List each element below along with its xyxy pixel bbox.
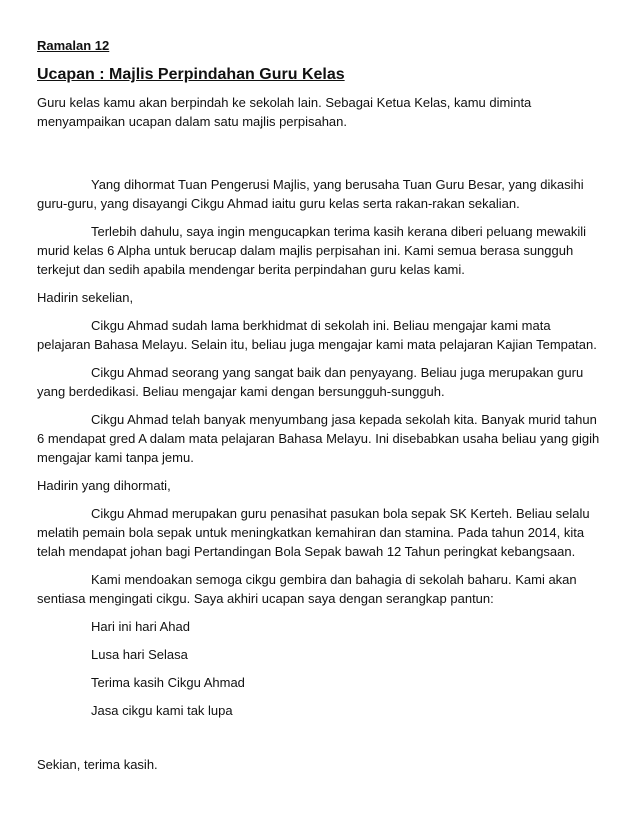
pantun-line: Hari ini hari Ahad — [91, 619, 190, 634]
closing-remark: Sekian, terima kasih. — [37, 757, 158, 772]
paragraph-thanks: Terlebih dahulu, saya ingin mengucapkan terima kasih kerana diberi peluang mewakili murid kelas 6 Alpha untuk berucap dalam majlis perpisahan ini. Kami semua berasa sungguh terkejut dan sedih apabila mendengar berita perpindahan guru kelas kami. — [37, 224, 587, 277]
pantun-line: Terima kasih Cikgu Ahmad — [91, 675, 245, 690]
paragraph-character: Cikgu Ahmad seorang yang sangat baik dan penyayang. Beliau juga merupakan guru yang berdedikasi. Beliau mengajar kami dengan bersungguh-sungguh. — [37, 365, 584, 399]
pantun-line: Jasa cikgu kami tak lupa — [91, 703, 233, 718]
paragraph-contribution: Cikgu Ahmad telah banyak menyumbang jasa kepada sekolah kita. Banyak murid tahun 6 mendapat gred A dalam mata pelajaran Bahasa Melayu. Ini disebabkan usaha beliau yang gigih mengajar kami tanpa jemu. — [37, 412, 600, 465]
pantun-line: Lusa hari Selasa — [91, 647, 188, 662]
exercise-label: Ramalan 12 — [37, 38, 110, 53]
paragraph-address-audience: Hadirin sekelian, — [37, 290, 134, 305]
paragraph-wishes: Kami mendoakan semoga cikgu gembira dan bahagia di sekolah baharu. Kami akan sentiasa mengingati cikgu. Saya akhiri ucapan saya dengan serangkap pantun: — [37, 572, 577, 606]
document-title: Ucapan : Majlis Perpindahan Guru Kelas — [37, 66, 345, 83]
paragraph-salutation: Yang dihormat Tuan Pengerusi Majlis, yang berusaha Tuan Guru Besar, yang dikasihi guru-guru, yang disayangi Cikgu Ahmad iaitu guru kelas serta rakan-rakan sekalian. — [37, 177, 584, 211]
paragraph-football: Cikgu Ahmad merupakan guru penasihat pasukan bola sepak SK Kerteh. Beliau selalu melatih pemain bola sepak untuk meningkatkan kemahiran dan stamina. Pada tahun 2014, kita telah mendapat johan bagi Pertandingan Bola Sepak bawah 12 Tahun peringkat kebangsaan. — [37, 506, 590, 559]
paragraph-service: Cikgu Ahmad sudah lama berkhidmat di sekolah ini. Beliau mengajar kami mata pelajaran Bahasa Melayu. Selain itu, beliau juga mengajar kami mata pelajaran Kajian Tempatan. — [37, 318, 597, 352]
task-instruction: Guru kelas kamu akan berpindah ke sekolah lain. Sebagai Ketua Kelas, kamu diminta menyampaikan ucapan dalam satu majlis perpisahan. — [37, 95, 532, 129]
paragraph-address-honoured: Hadirin yang dihormati, — [37, 478, 171, 493]
